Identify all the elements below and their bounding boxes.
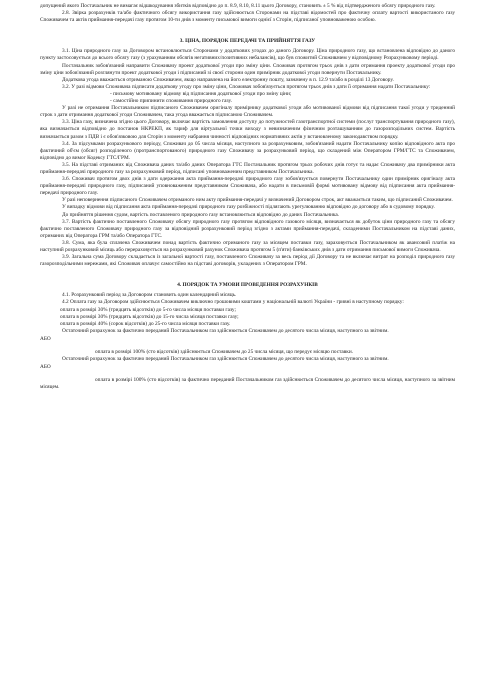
paragraph-3-6-court: До прийняття рішення судом, вартість поставленого природного газу встановлюється відповідно до даних Постачальника. [62, 211, 340, 218]
paragraph-3-6-dispute: У випадку відмови від підписання акта приймання-передачі природного газу розбіжності підлягають урегулюванню відповідно до договору або в судовому порядку. [62, 204, 435, 211]
paragraph-3-3: 3.3. Ціна газу, визначена згідно цього Договору, включає вартість замовлення доступу до потужностей газотранспортної системи (послуг транспортування природного газу), яка визначається відповідно до постанов НКРЕКП, як тариф для віртуальної точки виходу з невизначеним фізичним розташуванням до газорозподільних систем. Вартість визначається разом з ПДВ і є обов'язковою для Сторін з моменту набрання чинності відповідних нормативних актів у встановленому законодавством порядку. [40, 119, 455, 140]
or-label-2: АБО [40, 364, 51, 371]
or-label-1: АБО [40, 335, 51, 342]
paragraph-3-5: 3.5. На підставі отриманих від Споживача даних та/або даних Оператора ГТС Постачальник протягом трьох робочих днів готує та надає Споживачу два примірники акта приймання-передачі природного газу за розрахунковий період, підписані уповноваженим представником Постачальника. [40, 161, 455, 175]
paragraph-3-6-non-return: У разі неповернення підписаного Споживачем отриманого ним акту приймання-передачі у визначений Договором строк, акт вважається таким, що підписаний Споживачем. [62, 197, 453, 204]
payment-option-3: оплата в розмірі 40% (сорок відсотків) до 25-го числа місяця поставки газу. [60, 320, 231, 327]
paragraph-3-6: 3.6. Споживач протягом двох днів з дати одержання акта приймання-передачі природного газу зобов'язується повернути Постачальнику один примірник оригіналу акта приймання-передачі природного газу, підписаний уповноваженим представником Споживача, або надати в письмовій формі мотивовану відмову від підписання акта приймання-передачі природного газу. [40, 176, 455, 197]
section-4-heading: 4. ПОРЯДОК ТА УМОВИ ПРОВЕДЕННЯ РОЗРАХУНКІВ [177, 282, 318, 289]
final-settlement-2: Остаточний розрахунок за фактично переданий Постачальником газ здійснюється Споживачем до десятого числа місяця, наступного за звітним. [62, 356, 389, 363]
paragraph-2-8: 2.8. Звірка розрахунків та/або фактичного обсягу використання газу здійснюється Сторонами на підставі відомостей про фактичну оплату вартості використаного газу Споживачем та актів приймання-передачі газу протягом 10-ти днів з моменту письмової вимоги однієї з Сторін, підписаної уповноваженою особою. [40, 10, 455, 24]
paragraph-3-7: 3.7. Вартість фактично поставленого Споживачу обсягу природного газу протягом відповідного газового місяця, визначається як добуток ціни природного газу та обсягу фактично поставленого Споживачу природного газу за відповідний розрахунковий період згідно з актами приймання-передачі, складеними Постачальником на підставі даних, отриманих від Оператора ГРМ та/або Оператора ГТС. [40, 218, 455, 239]
paragraph-3-4: 3.4. За підсумками розрахункового періоду, Споживач до 05 числа місяця, наступного за розрахунковим, зобов'язаний надати Постачальнику копію відповідного акта про фактичний об'єм (обсяг) розподіленого (протранспортованого) природного газу Споживачу за розрахунковий період, що складений між Оператором ГРМ/ГТС та Споживачем, відповідно до вимог Кодексу ГТС/ГРМ. [40, 140, 455, 161]
paragraph-3-8: 3.8. Сума, яка була сплачена Споживачем понад вартість фактично отриманого газу за місяцем поставки газу, зараховується Постачальником як авансовий платіж на наступний розрахунковий місяць або перераховується на розрахунковий рахунок Споживача протягом 5 (п'яти) банківських днів з дати отримання письмової вимоги Споживача. [40, 239, 455, 253]
bullet-refusal: - письмову мотивовану відмову від підписання додаткової угоди про зміну ціни; [40, 91, 455, 98]
contract-document [40, 3, 455, 392]
paragraph-3-2-deemed-signed: У разі не отримання Постачальником підписаного Споживачем оригіналу примірнику додаткової угоди або мотивованої відмови від підписання такої угоди у триденний строк з дати отримання додаткової угоди Споживачем, така угода вважається підписаною Споживачем. [40, 105, 455, 119]
payment-prepay-100: оплата в розмірі 100% (сто відсотків) здійснюється Споживачем до 25 числа місяця, що передує місяцю поставки. [95, 349, 354, 356]
paragraph-4-2: 4.2 Оплата газу за Договором здійснюється Споживачем виключно грошовими коштами у національній валюті України - гривні в наступному порядку: [62, 299, 404, 306]
final-settlement-1: Остаточний розрахунок за фактично переданий Постачальником газ здійснюється Споживачем до десятого числа місяця, наступного за звітним. [62, 327, 389, 334]
paragraph-3-1: 3.1. Ціна природного газу за Договором встановлюється Сторонами у додаткових угодах до даного Договору. Ціна природного газу, що встановлена відповідно до даного пункту застосовується до всього обсягу газу (з урахуванням обсягів негативних/позитивних небалансів), що був спожитий Споживачем у відповідному Розрахунковому періоді. [40, 48, 455, 62]
payment-option-2: оплата в розмірі 30% (тридцять відсотків) до 15-го числа місяця поставки газу; [60, 313, 239, 320]
section-3-heading: 3. ЦІНА, ПОРЯДОК ПЕРЕДАЧІ ТА ПРИЙНЯТТЯ ГАЗУ [179, 38, 316, 45]
payment-option-1: оплата в розмірі 30% (тридцять відсотків) до 5-го числа місяця поставки газу; [60, 306, 236, 313]
paragraph-3-2: 3.2. У разі відмови Споживача підписати додаткову угоду про зміну ціни, Споживач зобов'язується протягом трьох днів з дати її отримання надати Постачальнику: [62, 83, 431, 90]
paragraph-3-9: 3.9. Загальна сума Договору складається із загальної вартості газу, поставленого Споживачу за весь період дії Договору та не включає витрат на розподіл природного газу газорозподільними мережами, які Споживач оплачує самостійно на підставі договорів, укладених з Оператором ГРМ. [40, 254, 455, 268]
paragraph-3-1-email: Додаткова угода вважається отриманою Споживачем, якщо направлена на його електронну пошту, зазначену в п. 12.9 та/або в розділі 13 Договору. [62, 76, 394, 83]
paragraph-top-continued: допущений якого Постачальник не вимагає відшкодування збитків відповідно до п. 8.9, 8.10, 8.11 цього Договору, становить ± 5 % від підтвердженого обсягу природного газу. [40, 3, 436, 9]
paragraph-3-1-price-change: Постачальник зобов'язаний направити Споживачу проект додаткової угоди про зміну ціни. Споживач протягом трьох днів з дати отримання проекту додаткової угоди про зміну ціни зобов'язаний розглянути проект додаткової угоди і підписаний зі своєї сторони один примірник додаткової угоди повернути Постачальнику. [40, 62, 455, 76]
payment-postpay-100: оплата в розмірі 100% (сто відсотків) за фактично переданий Постачальником газ здійснюється Споживачем до десятого числа місяця, наступного за звітним місяцем. [40, 377, 455, 391]
bullet-stop-consumption: - самостійно припинити споживання природного газу. [40, 98, 455, 105]
paragraph-4-1: 4.1. Розрахунковий період за Договором становить один календарний місяць. [62, 292, 237, 299]
